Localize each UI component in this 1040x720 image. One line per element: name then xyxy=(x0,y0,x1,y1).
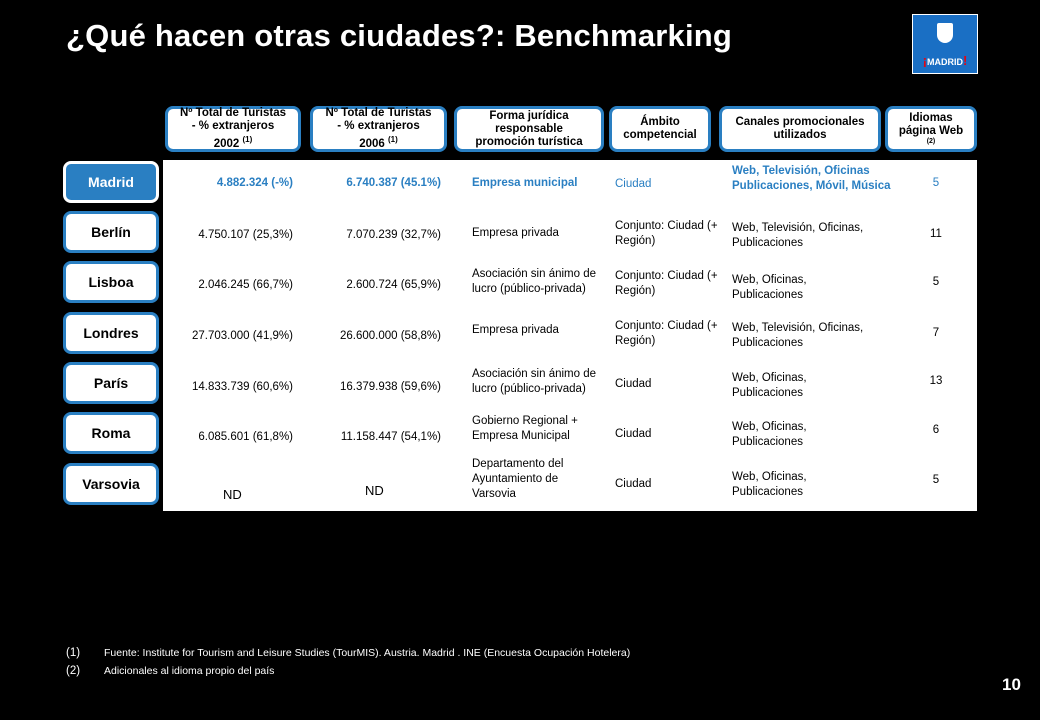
cell-ambito: Ciudad xyxy=(615,478,652,490)
cell-turistas-2006: 7.070.239 (32,7%) xyxy=(346,229,441,241)
cell-turistas-2006: 16.379.938 (59,6%) xyxy=(339,381,441,393)
cell-forma: Gobierno Regional + Empresa Municipal xyxy=(472,415,578,442)
city-tab-madrid[interactable]: Madrid xyxy=(63,161,159,203)
cell-canales: Web, Televisión, Oficinas, Publicaciones xyxy=(732,222,864,249)
page-title: ¿Qué hacen otras ciudades?: Benchmarking xyxy=(66,18,733,53)
header-turistas-2002: Nº Total de Turistas - % extranjeros 2002 $^{(1)}$ xyxy=(165,106,301,152)
header-canales: Canales promocionales utilizados xyxy=(719,106,881,152)
cell-canales: Web, Oficinas, Publicaciones xyxy=(732,471,807,498)
cell-canales: Web, Oficinas, Publicaciones xyxy=(732,274,807,301)
cell-turistas-2006: 2.600.724 (65,9%) xyxy=(346,279,441,291)
cell-forma: Departamento del Ayuntamiento de Varsovia xyxy=(472,458,564,500)
city-tab-paris[interactable]: París xyxy=(63,362,159,404)
header-ambito: Ámbito competencial xyxy=(609,106,711,152)
footnote-1: (1) Fuente: Institute for Tourism and Leisure Studies (TourMIS). Austria. Madrid . INE (Encuesta Ocupación Hotelera) xyxy=(66,647,631,659)
benchmark-table xyxy=(163,160,977,511)
cell-idiomas: 7 xyxy=(932,327,940,339)
cell-turistas-2002: 4.750.107 (25,3%) xyxy=(198,229,293,241)
page-number: 10 xyxy=(1002,675,1021,694)
cell-ambito: Conjunto: Ciudad (+ Región) xyxy=(615,320,718,347)
cell-forma: Asociación sin ánimo de lucro (público-privada) xyxy=(472,368,597,395)
cell-idiomas: 13 xyxy=(929,375,943,387)
header-turistas-2006: Nº Total de Turistas - % extranjeros 2006 $^{(1)}$ xyxy=(310,106,447,152)
cell-turistas-2002: 27.703.000 (41,9%) xyxy=(191,330,293,342)
city-tab-londres[interactable]: Londres xyxy=(63,312,159,354)
cell-turistas-2002: 4.882.324 (-%) xyxy=(216,177,293,189)
cell-turistas-2002: 2.046.245 (66,7%) xyxy=(198,279,293,291)
cell-ambito: Ciudad xyxy=(615,378,652,390)
header-idiomas: Idiomas página Web (2) xyxy=(885,106,977,152)
cell-turistas-2002: 14.833.739 (60,6%) xyxy=(191,381,293,393)
cell-turistas-2006: 11.158.447 (54,1%) xyxy=(340,431,441,443)
cell-idiomas: 5 xyxy=(932,276,940,288)
madrid-logo: ¡MADRID! xyxy=(912,14,978,74)
cell-canales: Web, Televisión, Oficinas, Publicaciones xyxy=(732,322,864,349)
city-tab-varsovia[interactable]: Varsovia xyxy=(63,463,159,505)
cell-ambito: Conjunto: Ciudad (+ Región) xyxy=(615,220,718,247)
cell-forma: Empresa privada xyxy=(472,227,559,239)
cell-idiomas: 11 xyxy=(930,228,942,240)
cell-forma: Empresa municipal xyxy=(472,177,578,189)
cell-forma: Asociación sin ánimo de lucro (público-privada) xyxy=(472,268,597,295)
header-forma-juridica: Forma jurídica responsable promoción turística xyxy=(454,106,604,152)
cell-turistas-2006: ND xyxy=(365,483,384,498)
cell-ambito: Ciudad xyxy=(615,178,652,190)
madrid-crest-icon xyxy=(937,23,953,43)
city-tab-roma[interactable]: Roma xyxy=(63,412,159,454)
city-tab-lisboa[interactable]: Lisboa xyxy=(63,261,159,303)
cell-ambito: Conjunto: Ciudad (+ Región) xyxy=(615,270,718,297)
cell-canales: Web, Oficinas, Publicaciones xyxy=(732,421,807,448)
cell-canales: Web, Televisión, Oficinas Publicaciones, Móvil, Música xyxy=(732,165,891,192)
cell-turistas-2006: 26.600.000 (58,8%) xyxy=(339,330,441,342)
cell-turistas-2002: ND xyxy=(223,487,242,502)
cell-idiomas: 6 xyxy=(932,424,940,436)
cell-ambito: Ciudad xyxy=(615,428,652,440)
cell-turistas-2002: 6.085.601 (61,8%) xyxy=(198,431,293,443)
cell-canales: Web, Oficinas, Publicaciones xyxy=(732,372,807,399)
city-tab-berlin[interactable]: Berlín xyxy=(63,211,159,253)
cell-forma: Empresa privada xyxy=(472,324,559,336)
cell-turistas-2006: 6.740.387 (45.1%) xyxy=(346,177,441,189)
logo-text: MADRID xyxy=(927,57,963,67)
cell-idiomas: 5 xyxy=(932,474,940,486)
cell-idiomas: 5 xyxy=(932,177,940,189)
footnote-2: (2) Adicionales al idioma propio del país xyxy=(66,665,275,677)
